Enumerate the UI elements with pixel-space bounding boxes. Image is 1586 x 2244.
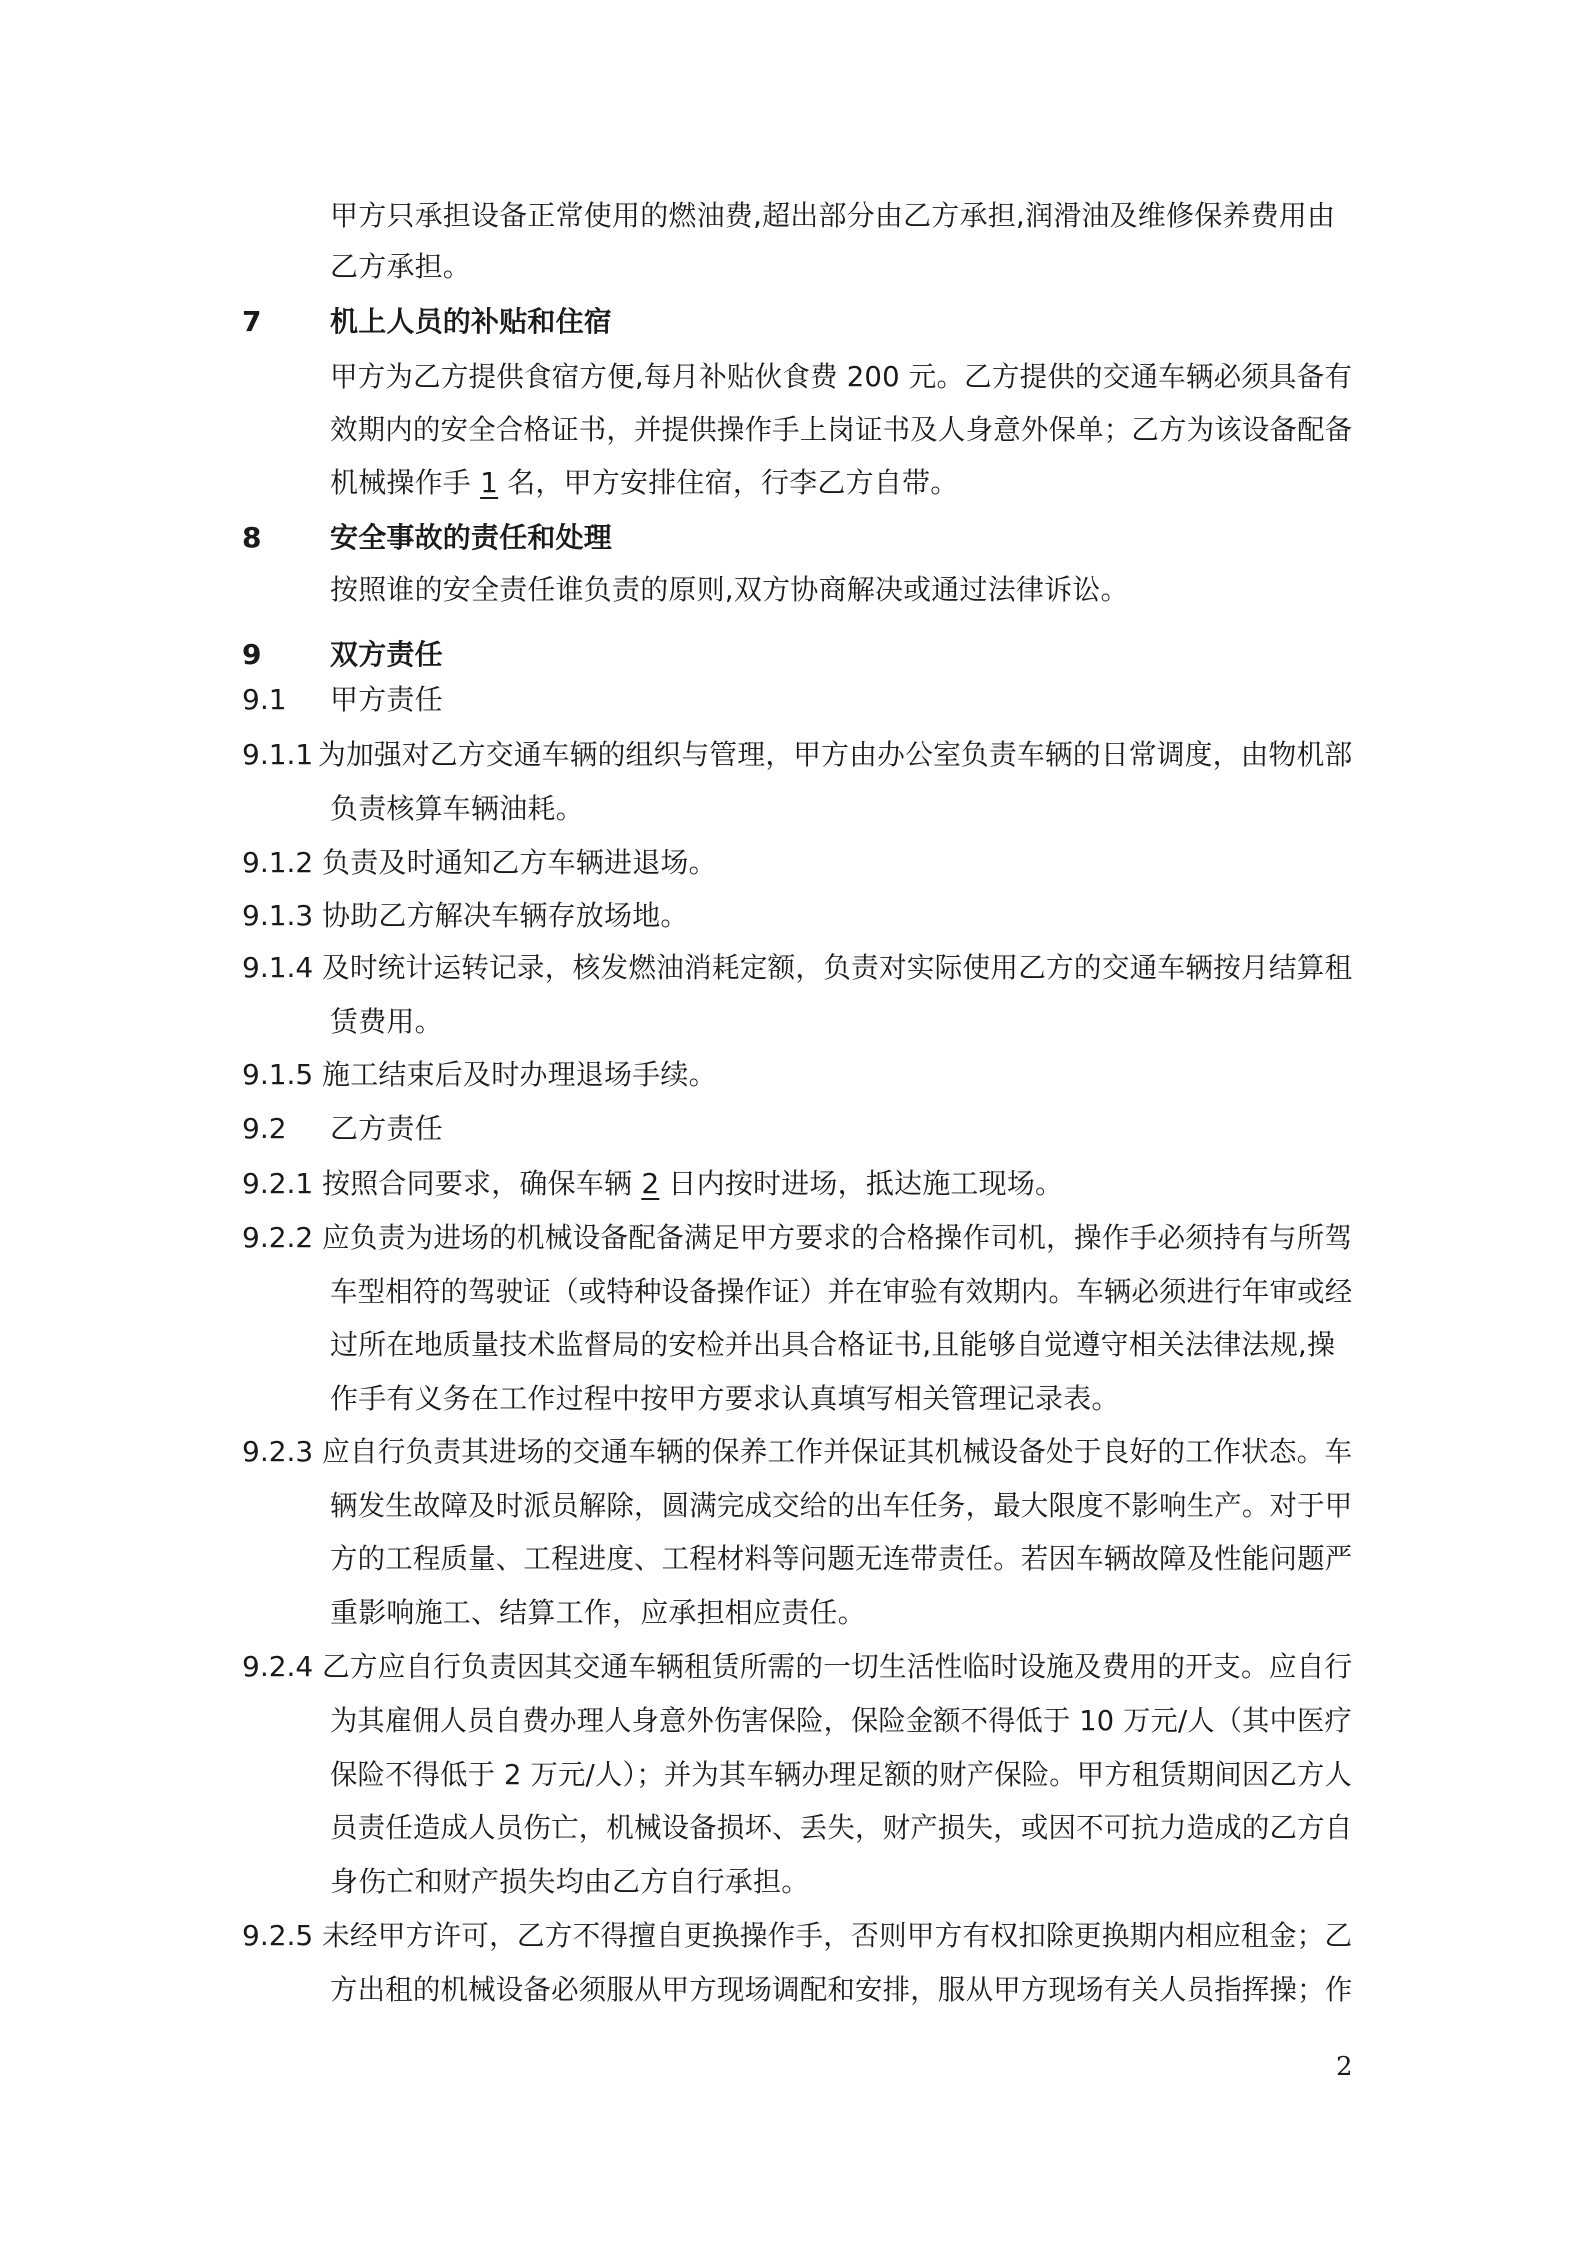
clause-number: 9.2 <box>242 1112 287 1145</box>
page-number: 2 <box>1336 2052 1353 2082</box>
clause-number: 9.1.1 <box>242 738 314 771</box>
text-line: 赁费用。 <box>330 1005 443 1038</box>
text-line: 保险不得低于 2 万元/人）；并为其车辆办理足额的财产保险。甲方租赁期间因乙方人 <box>330 1758 1353 1791</box>
text-line <box>330 463 958 503</box>
clause-number: 9.1.5 <box>242 1058 314 1091</box>
text-line: 应自行负责其进场的交通车辆的保养工作并保证其机械设备处于良好的工作状态。车 <box>322 1435 1353 1468</box>
text-line: 作手有义务在工作过程中按甲方要求认真填写相关管理记录表。 <box>330 1382 1120 1415</box>
text-line: 协助乙方解决车辆存放场地。 <box>322 899 689 932</box>
underlined-value: 1 <box>480 466 499 499</box>
text-line: 方的工程质量、工程进度、工程材料等问题无连带责任。若因车辆故障及性能问题严 <box>330 1542 1353 1575</box>
text-segment: 日内按时进场，抵达施工现场。 <box>659 1167 1064 1200</box>
text-line: 甲方为乙方提供食宿方便,每月补贴伙食费 200 元。乙方提供的交通车辆必须具备有 <box>330 360 1353 393</box>
section-heading: 双方责任 <box>330 638 443 671</box>
text-line: 辆发生故障及时派员解除，圆满完成交给的出车任务，最大限度不影响生产。对于甲 <box>330 1489 1353 1522</box>
section-heading: 机上人员的补贴和住宿 <box>330 305 613 338</box>
text-line: 未经甲方许可，乙方不得擅自更换操作手，否则甲方有权扣除更换期内相应租金；乙 <box>322 1919 1353 1952</box>
text-line: 为加强对乙方交通车辆的组织与管理，甲方由办公室负责车辆的日常调度，由物机部 <box>318 738 1353 771</box>
text-line: 及时统计运转记录，核发燃油消耗定额，负责对实际使用乙方的交通车辆按月结算租 <box>322 951 1353 984</box>
text-line: 身伤亡和财产损失均由乙方自行承担。 <box>330 1865 810 1898</box>
clause-number: 9.1 <box>242 683 287 716</box>
section-heading: 安全事故的责任和处理 <box>330 521 613 554</box>
text-line: 效期内的安全合格证书，并提供操作手上岗证书及人身意外保单；乙方为该设备配备 <box>330 413 1353 446</box>
clause-number: 9.1.2 <box>242 846 314 879</box>
clause-heading: 甲方责任 <box>330 683 443 716</box>
text-line <box>322 1164 1063 1204</box>
text-line: 过所在地质量技术监督局的安检并出具合格证书,且能够自觉遵守相关法律法规,操 <box>330 1328 1336 1361</box>
text-line: 负责核算车辆油耗。 <box>330 792 584 825</box>
text-segment: 名，甲方安排住宿，行李乙方自带。 <box>498 466 959 499</box>
clause-number: 9.1.3 <box>242 899 314 932</box>
clause-number: 9.1.4 <box>242 951 314 984</box>
underlined-value: 2 <box>641 1167 660 1200</box>
clause-number: 9.2.5 <box>242 1919 314 1952</box>
text-segment: 机械操作手 <box>330 466 481 499</box>
clause-number: 9.2.3 <box>242 1435 314 1468</box>
text-line: 按照谁的安全责任谁负责的原则,双方协商解决或通过法律诉讼。 <box>330 573 1129 606</box>
text-line: 为其雇佣人员自费办理人身意外伤害保险，保险金额不得低于 10 万元/人（其中医疗 <box>330 1704 1352 1737</box>
clause-number: 9.2.2 <box>242 1221 314 1254</box>
text-line: 员责任造成人员伤亡，机械设备损坏、丢失，财产损失，或因不可抗力造成的乙方自 <box>330 1811 1353 1844</box>
section-number: 7 <box>242 305 262 338</box>
text-line: 乙方承担。 <box>330 250 472 283</box>
section-number: 9 <box>242 638 262 671</box>
text-line: 施工结束后及时办理退场手续。 <box>322 1058 717 1091</box>
text-line: 方出租的机械设备必须服从甲方现场调配和安排，服从甲方现场有关人员指挥操；作 <box>330 1973 1353 2006</box>
clause-number: 9.2.1 <box>242 1167 314 1200</box>
text-line: 负责及时通知乙方车辆进退场。 <box>322 846 717 879</box>
text-line: 应负责为进场的机械设备配备满足甲方要求的合格操作司机，操作手必须持有与所驾 <box>322 1221 1353 1254</box>
clause-number: 9.2.4 <box>242 1650 314 1683</box>
text-line: 乙方应自行负责因其交通车辆租赁所需的一切生活性临时设施及费用的开支。应自行 <box>322 1650 1353 1683</box>
text-line: 重影响施工、结算工作，应承担相应责任。 <box>330 1596 866 1629</box>
text-segment: 按照合同要求，确保车辆 <box>322 1167 642 1200</box>
text-line: 甲方只承担设备正常使用的燃油费,超出部分由乙方承担,润滑油及维修保养费用由 <box>330 199 1336 232</box>
clause-heading: 乙方责任 <box>330 1112 443 1145</box>
section-number: 8 <box>242 521 262 554</box>
text-line: 车型相符的驾驶证（或特种设备操作证）并在审验有效期内。车辆必须进行年审或经 <box>330 1275 1353 1308</box>
